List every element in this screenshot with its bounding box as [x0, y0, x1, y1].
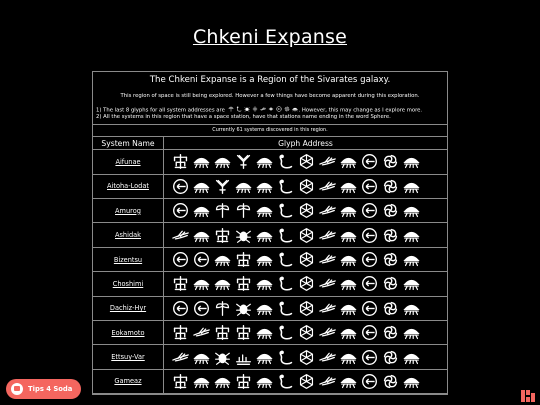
eclipse-icon [361, 324, 378, 341]
bird-icon [319, 373, 336, 390]
voyager-icon [340, 349, 357, 366]
dino-icon [277, 202, 294, 219]
dragonfly-icon [214, 300, 231, 317]
hexagon-icon [298, 178, 315, 195]
glyph-address-cell [164, 248, 447, 271]
intro-rule-2: 2) All the systems in this region that have a space station, have that stations name ending in the word Sphere. [96, 114, 391, 121]
glyph-address-cell [164, 199, 447, 222]
rule-1-suffix: . However, this may change as I explore more. [298, 107, 423, 114]
voyager-icon [340, 300, 357, 317]
voyager-icon [256, 349, 273, 366]
swirl-icon [284, 106, 290, 112]
tips-button[interactable] [6, 379, 81, 399]
face-icon [268, 106, 274, 112]
hexagon-icon [298, 202, 315, 219]
voyager-icon [340, 178, 357, 195]
voyager-icon [292, 106, 298, 112]
tree-icon [214, 324, 231, 341]
system-count: Currently 61 systems discovered in this region. [93, 125, 447, 137]
corner-logo-icon[interactable] [521, 390, 535, 402]
dino-icon [277, 349, 294, 366]
system-name-cell [93, 345, 164, 368]
bird-icon [319, 324, 336, 341]
glyph-address-cell [164, 321, 447, 344]
eclipse-icon [193, 251, 210, 268]
rule-1-prefix: 1) The last 8 glyphs for all system addresses are [96, 107, 225, 114]
tree-icon [235, 324, 252, 341]
page-title[interactable]: Chkeni Expanse [192, 26, 348, 48]
voyager-icon [193, 349, 210, 366]
system-link[interactable]: Gameaz [114, 377, 142, 386]
bird-icon [319, 300, 336, 317]
glyph-address-cell [164, 150, 447, 173]
voyager-icon [256, 178, 273, 195]
header-glyph-address: Glyph Address [278, 138, 333, 148]
voyager-icon [340, 324, 357, 341]
system-link[interactable]: Ashidak [114, 231, 141, 240]
coffee-cup-icon [11, 383, 23, 395]
eclipse-icon [361, 275, 378, 292]
dragonfly-icon [228, 106, 234, 112]
glyph-address-cell [164, 345, 447, 368]
glyph-address-cell [164, 297, 447, 320]
table-row [93, 248, 447, 272]
system-name-cell [93, 321, 164, 344]
table-row [93, 345, 447, 369]
dino-icon [277, 153, 294, 170]
table-row [93, 370, 447, 394]
eclipse-icon [276, 106, 282, 112]
voyager-icon [403, 275, 420, 292]
voyager-icon [193, 153, 210, 170]
boat-icon [235, 153, 252, 170]
voyager-icon [256, 227, 273, 244]
voyager-icon [403, 178, 420, 195]
bird-icon [260, 106, 266, 112]
intro-note: This region of space is still being explored. However a few things have become apparent during this exploration. [120, 93, 420, 99]
table-header [93, 137, 447, 150]
voyager-icon [340, 251, 357, 268]
system-link[interactable]: Aitoha-Lodat [107, 182, 149, 191]
hexagon-icon [298, 275, 315, 292]
bird-icon [319, 153, 336, 170]
voyager-icon [193, 178, 210, 195]
intro-title: The Chkeni Expanse is a Region of the Sivarates galaxy. [149, 75, 391, 85]
eclipse-icon [172, 300, 189, 317]
bug-icon [244, 106, 250, 112]
table-row [93, 150, 447, 174]
voyager-icon [403, 349, 420, 366]
swirl-icon [382, 275, 399, 292]
dino-icon [277, 300, 294, 317]
table-row [93, 297, 447, 321]
table-row [93, 272, 447, 296]
voyager-icon [403, 202, 420, 219]
eclipse-icon [361, 153, 378, 170]
voyager-icon [403, 153, 420, 170]
bird-icon [319, 202, 336, 219]
table-row [93, 223, 447, 247]
dino-icon [277, 227, 294, 244]
system-name-cell [93, 297, 164, 320]
system-link[interactable]: Dachiz-Hyr [109, 304, 147, 313]
system-link[interactable]: Eokamoto [111, 328, 145, 337]
voyager-icon [235, 178, 252, 195]
system-link[interactable]: Aifunae [115, 157, 141, 166]
eclipse-icon [361, 202, 378, 219]
voyager-icon [340, 373, 357, 390]
system-link[interactable]: Bizentsu [113, 255, 143, 264]
tree-icon [172, 373, 189, 390]
hexagon-icon [298, 153, 315, 170]
dino-icon [277, 178, 294, 195]
voyager-icon [214, 251, 231, 268]
tree-icon [235, 275, 252, 292]
bird-icon [172, 227, 189, 244]
hexagon-icon [298, 324, 315, 341]
bird-icon [319, 275, 336, 292]
voyager-icon [403, 300, 420, 317]
bird-icon [319, 178, 336, 195]
voyager-icon [193, 202, 210, 219]
eclipse-icon [361, 227, 378, 244]
voyager-icon [256, 202, 273, 219]
glyph-address-cell [164, 272, 447, 295]
table-row [93, 199, 447, 223]
table-row [93, 175, 447, 199]
bug-icon [235, 300, 252, 317]
dragonfly-icon [235, 202, 252, 219]
rule-1-glyphs [227, 106, 299, 114]
voyager-icon [256, 300, 273, 317]
table-body [93, 150, 447, 394]
dino-icon [277, 251, 294, 268]
voyager-icon [256, 373, 273, 390]
voyager-icon [256, 153, 273, 170]
voyager-icon [193, 227, 210, 244]
boat-icon [214, 178, 231, 195]
bug-icon [235, 227, 252, 244]
system-link[interactable]: Choshimi [112, 279, 144, 288]
system-name-cell [93, 150, 164, 173]
dino-icon [277, 275, 294, 292]
voyager-icon [193, 373, 210, 390]
bird-icon [319, 349, 336, 366]
bird-icon [319, 251, 336, 268]
eclipse-icon [361, 178, 378, 195]
hexagon-icon [298, 251, 315, 268]
eclipse-icon [361, 251, 378, 268]
dragonfly-icon [214, 202, 231, 219]
bird-icon [172, 349, 189, 366]
eclipse-icon [172, 178, 189, 195]
system-name-cell [93, 370, 164, 393]
eclipse-icon [172, 202, 189, 219]
swirl-icon [382, 178, 399, 195]
glyph-address-cell [164, 370, 447, 393]
voyager-icon [340, 202, 357, 219]
eclipse-icon [361, 349, 378, 366]
swirl-icon [382, 373, 399, 390]
eclipse-icon [361, 373, 378, 390]
voyager-icon [214, 373, 231, 390]
hexagon-icon [298, 227, 315, 244]
system-name-cell [93, 272, 164, 295]
diamond-icon [252, 106, 258, 112]
swirl-icon [382, 324, 399, 341]
swirl-icon [382, 300, 399, 317]
sunset-icon [235, 349, 252, 366]
bug-icon [214, 349, 231, 366]
system-link[interactable]: Ettsuy-Var [111, 353, 145, 362]
voyager-icon [403, 324, 420, 341]
swirl-icon [382, 227, 399, 244]
swirl-icon [382, 153, 399, 170]
dino-icon [236, 106, 242, 112]
bird-icon [319, 227, 336, 244]
eclipse-icon [172, 251, 189, 268]
system-name-cell [93, 199, 164, 222]
tree-icon [235, 251, 252, 268]
swirl-icon [382, 349, 399, 366]
hexagon-icon [298, 300, 315, 317]
voyager-icon [193, 275, 210, 292]
hexagon-icon [298, 349, 315, 366]
tree-icon [214, 227, 231, 244]
bird-icon [193, 324, 210, 341]
eclipse-icon [361, 300, 378, 317]
tips-label: Tips 4 Soda [28, 385, 73, 393]
intro-section [93, 72, 447, 125]
tree-icon [172, 275, 189, 292]
system-link[interactable]: Amurog [115, 206, 141, 215]
voyager-icon [340, 153, 357, 170]
tree-icon [235, 373, 252, 390]
system-name-cell [93, 223, 164, 246]
glyph-address-cell [164, 175, 447, 198]
hexagon-icon [298, 373, 315, 390]
system-name-cell [93, 248, 164, 271]
eclipse-icon [193, 300, 210, 317]
tree-icon [172, 153, 189, 170]
voyager-icon [340, 227, 357, 244]
tree-icon [172, 324, 189, 341]
header-system-name: System Name [93, 137, 164, 149]
intro-rule-1 [96, 106, 444, 114]
voyager-icon [403, 227, 420, 244]
system-name-cell [93, 175, 164, 198]
region-table [92, 71, 448, 395]
glyph-address-cell [164, 223, 447, 246]
voyager-icon [340, 275, 357, 292]
swirl-icon [382, 202, 399, 219]
voyager-icon [256, 324, 273, 341]
voyager-icon [214, 153, 231, 170]
dino-icon [277, 324, 294, 341]
voyager-icon [256, 251, 273, 268]
table-row [93, 321, 447, 345]
dino-icon [277, 373, 294, 390]
voyager-icon [214, 275, 231, 292]
voyager-icon [256, 275, 273, 292]
voyager-icon [403, 251, 420, 268]
voyager-icon [403, 373, 420, 390]
swirl-icon [382, 251, 399, 268]
